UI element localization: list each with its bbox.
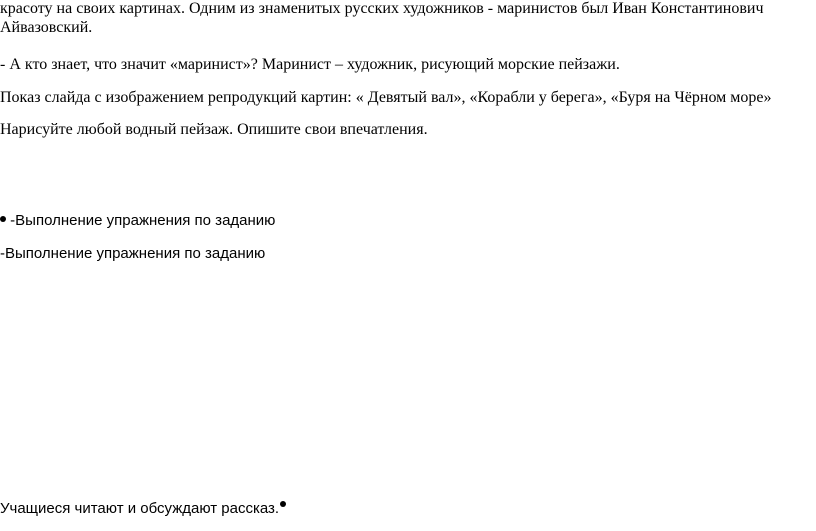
paragraph-task: Нарисуйте любой водный пейзаж. Опишите свои впечатления. xyxy=(0,121,428,138)
exercise-bullet-line xyxy=(0,212,275,230)
paragraph-slide: Показ слайда с изображением репродукций картин: « Девятый вал», «Корабли у берега», «Буря на Чёрном море» xyxy=(0,89,772,106)
final-line xyxy=(0,500,286,518)
paragraph-question: - А кто знает, что значит «маринист»? Маринист – художник, рисующий морские пейзажи. xyxy=(0,56,620,73)
bullet-icon xyxy=(280,501,286,507)
exercise-bullet-text: -Выполнение упражнения по заданию xyxy=(6,212,276,229)
bullet-icon xyxy=(0,216,6,222)
paragraph-intro-line2: Айвазовский. xyxy=(0,19,93,36)
paragraph-intro-line1: красоту на своих картинах. Одним из знаменитых русских художников - маринистов был Иван Константинович xyxy=(0,0,764,17)
exercise-line: -Выполнение упражнения по заданию xyxy=(0,245,266,262)
final-text: Учащиеся читают и обсуждают рассказ. xyxy=(0,500,280,517)
